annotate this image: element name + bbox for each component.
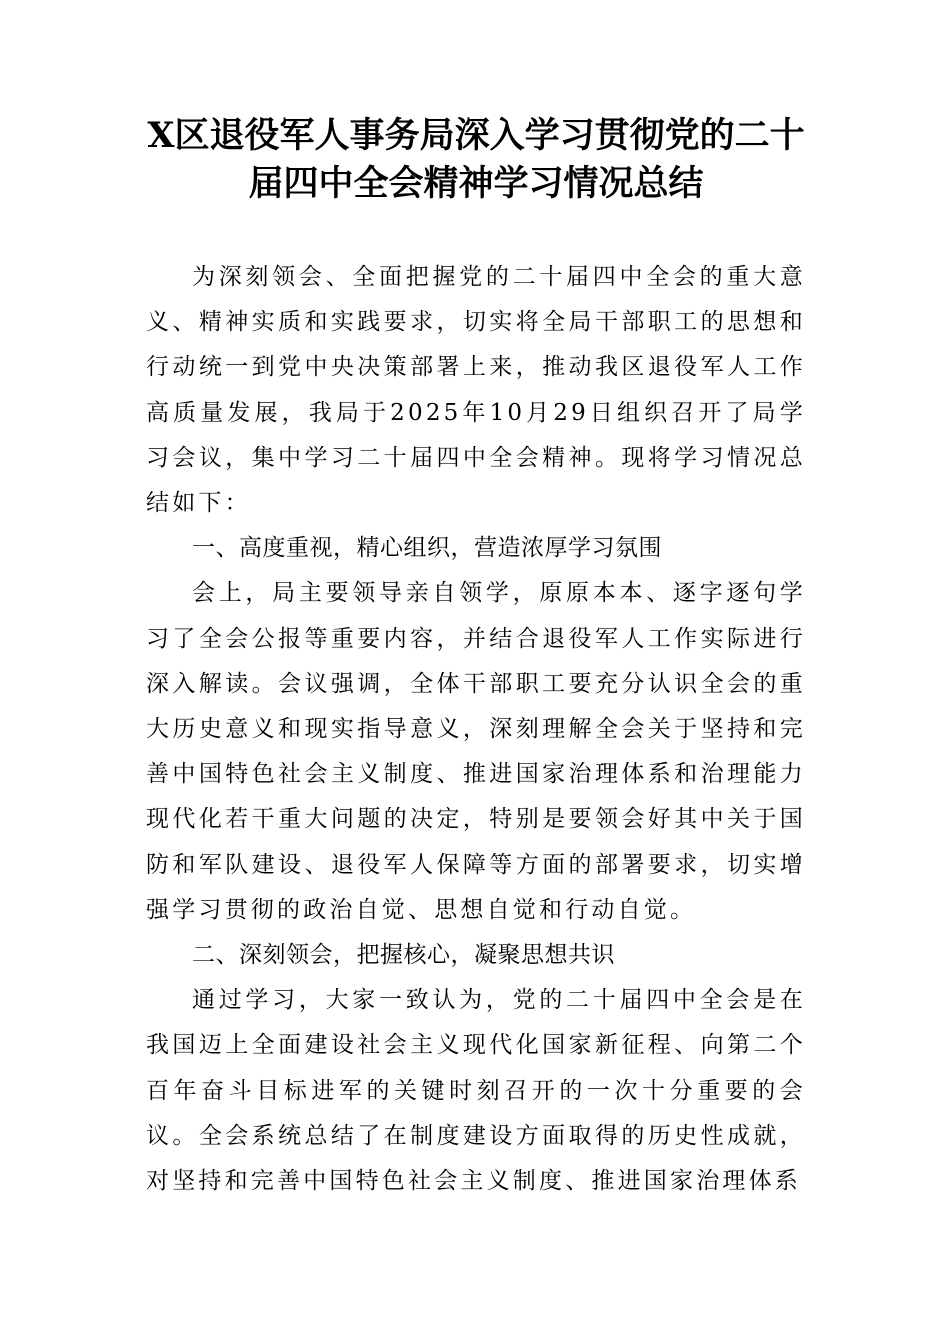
section-heading-2: 二、深刻领会，把握核心，凝聚思想共识 (192, 942, 615, 969)
section-heading-1: 一、高度重视，精心组织，营造浓厚学习氛围 (192, 535, 662, 562)
section-paragraph-1: 会上，局主要领导亲自领学，原原本本、逐字逐句学习了全会公报等重要内容，并结合退役军人工作实际进行深入解读。会议强调，全体干部职工要充分认识全会的重大历史意义和现实指导意义，深刻理解全会关于坚持和完善中国特色社会主义制度、推进国家治理体系和治理能力现代化若干重大问题的决定，特别是要领会好其中关于国防和军队建设、退役军人保障等方面的部署要求，切实增强学习贯彻的政治自觉、思想自觉和行动自觉。 (146, 580, 806, 923)
document-page (146, 112, 806, 1204)
section-paragraph-2: 通过学习，大家一致认为，党的二十届四中全会是在我国迈上全面建设社会主义现代化国家新征程、向第二个百年奋斗目标进军的关键时刻召开的一次十分重要的会议。全会系统总结了在制度建设方面取得的历史性成就，对坚持和完善中国特色社会主义制度、推进国家治理体系 (146, 987, 806, 1195)
document-body (146, 255, 806, 1204)
document-title: X区退役军人事务局深入学习贯彻党的二十届四中全会精神学习情况总结 (147, 115, 805, 204)
intro-paragraph: 为深刻领会、全面把握党的二十届四中全会的重大意义、精神实质和实践要求，切实将全局干部职工的思想和行动统一到党中央决策部署上来，推动我区退役军人工作高质量发展，我局于2025年10月29日组织召开了局学习会议，集中学习二十届四中全会精神。现将学习情况总结如下： (146, 264, 806, 517)
